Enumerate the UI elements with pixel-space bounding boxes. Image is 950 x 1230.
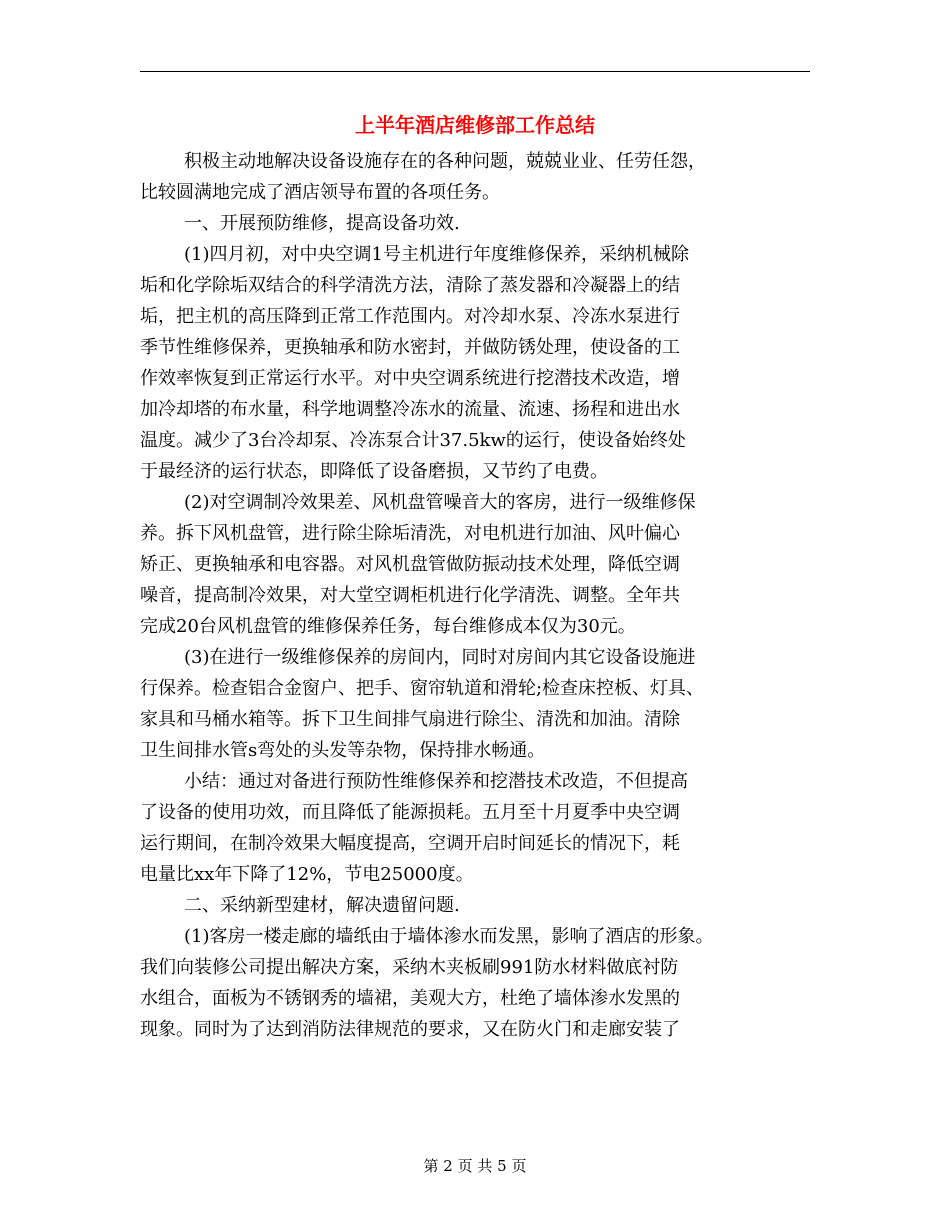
body-line: 运行期间，在制冷效果大幅度提高，空调开启时间延长的情况下，耗 <box>140 833 680 854</box>
body-line: 积极主动地解决设备设施存在的各种问题，兢兢业业、任劳任怨， <box>184 151 706 172</box>
body-line: 比较圆满地完成了酒店领导布置的各项任务。 <box>140 182 500 203</box>
header-rule <box>140 71 810 72</box>
page-number-footer: 第 2 页 共 5 页 <box>423 1157 527 1175</box>
body-line: 垢，把主机的高压降到正常工作范围内。对冷却水泵、冷冻水泵进行 <box>140 306 680 327</box>
body-line: 现象。同时为了达到消防法律规范的要求，又在防火门和走廊安装了 <box>140 1019 680 1040</box>
body-line: 垢和化学除垢双结合的科学清洗方法，清除了蒸发器和冷凝器上的结 <box>140 275 680 296</box>
body-line: 卫生间排水管s弯处的头发等杂物，保持排水畅通。 <box>140 740 546 761</box>
body-line: 行保养。检查铝合金窗户、把手、窗帘轨道和滑轮;检查床控板、灯具、 <box>140 678 705 699</box>
body-line: 加冷却塔的布水量，科学地调整冷冻水的流量、流速、扬程和进出水 <box>140 399 680 420</box>
body-line: 于最经济的运行状态，即降低了设备磨损，又节约了电费。 <box>140 461 608 482</box>
body-line: 我们向装修公司提出解决方案，采纳木夹板刷991防水材料做底衬防 <box>140 957 679 978</box>
body-line: 矫正、更换轴承和电容器。对风机盘管做防振动技术处理，降低空调 <box>140 554 680 575</box>
body-line: (2)对空调制冷效果差、风机盘管噪音大的客房，进行一级维修保 <box>184 492 696 513</box>
body-line: 作效率恢复到正常运行水平。对中央空调系统进行挖潜技术改造，增 <box>140 368 680 389</box>
body-line: 一、开展预防维修，提高设备功效. <box>184 213 460 234</box>
body-line: (1)客房一楼走廊的墙纸由于墙体渗水而发黑，影响了酒店的形象。 <box>184 926 714 947</box>
body-line: 养。拆下风机盘管，进行除尘除垢清洗，对电机进行加油、风叶偏心 <box>140 523 680 544</box>
body-line: 季节性维修保养，更换轴承和防水密封，并做防锈处理，使设备的工 <box>140 337 680 358</box>
body-line: 电量比xx年下降了12%，节电25000度。 <box>140 864 474 885</box>
document-body <box>140 146 830 1045</box>
body-line: 家具和马桶水箱等。拆下卫生间排气扇进行除尘、清洗和加油。清除 <box>140 709 680 730</box>
body-line: 温度。减少了3台冷却泵、冷冻泵合计37.5kw的运行，使设备始终处 <box>140 430 686 451</box>
body-line: 水组合，面板为不锈钢秀的墙裙，美观大方，杜绝了墙体渗水发黑的 <box>140 988 680 1009</box>
body-line: (1)四月初，对中央空调1号主机进行年度维修保养，采纳机械除 <box>184 244 689 265</box>
body-line: 完成20台风机盘管的维修保养任务，每台维修成本仅为30元。 <box>140 616 636 637</box>
document-title: 上半年酒店维修部工作总结 <box>355 113 595 137</box>
body-line: 二、采纳新型建材，解决遗留问题. <box>184 895 460 916</box>
body-line: 小结：通过对备进行预防性维修保养和挖潜技术改造，不但提高 <box>184 771 688 792</box>
body-line: 了设备的使用功效，而且降低了能源损耗。五月至十月夏季中央空调 <box>140 802 680 823</box>
body-line: 噪音，提高制冷效果，对大堂空调柜机进行化学清洗、调整。全年共 <box>140 585 680 606</box>
body-line: (3)在进行一级维修保养的房间内，同时对房间内其它设备设施进 <box>184 647 696 668</box>
